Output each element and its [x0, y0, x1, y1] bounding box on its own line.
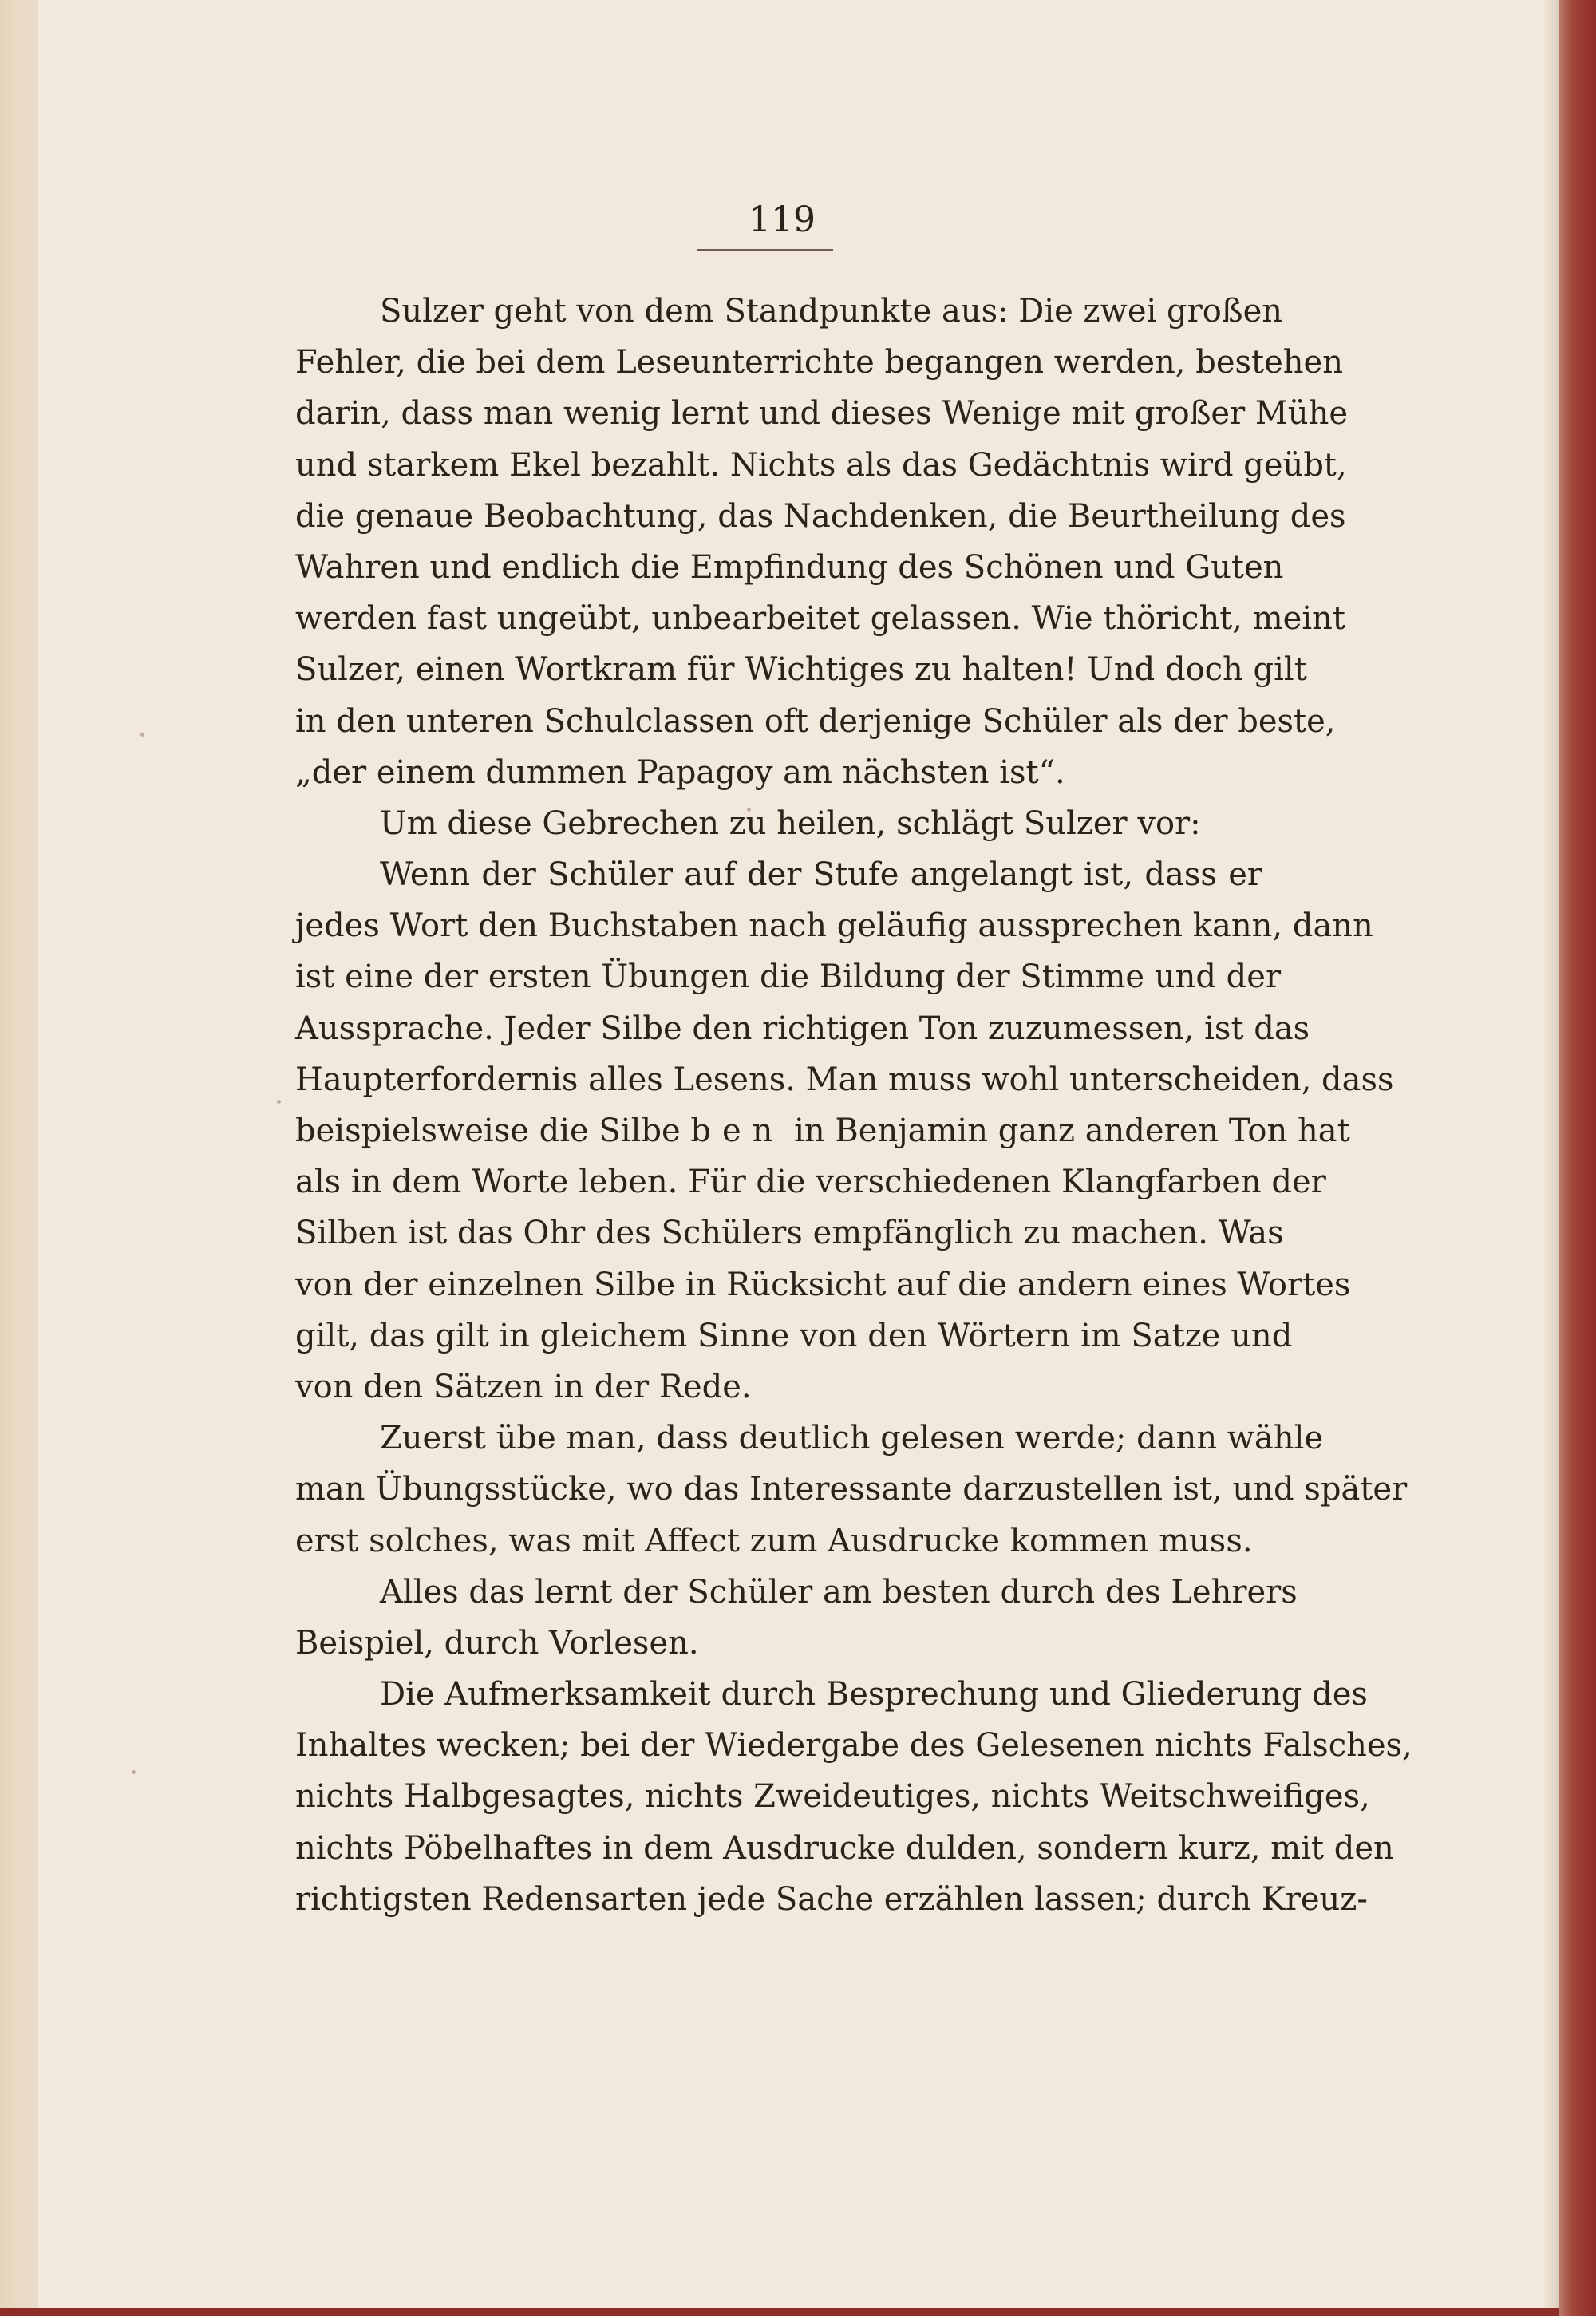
page-number: 119: [749, 200, 816, 240]
text-line: Die Aufmerksamkeit durch Besprechung und Gliederung des: [380, 1676, 1368, 1713]
gutter-shadow: [1542, 0, 1559, 2316]
text-line: von den Sätzen in der Rede.: [295, 1368, 752, 1405]
text-line: Haupterfordernis alles Lesens. Man muss wohl unterscheiden, dass: [295, 1061, 1394, 1098]
text-line: man Übungsstücke, wo das Interessante darzustellen ist, und später: [295, 1471, 1408, 1508]
body-text: [295, 286, 1412, 1925]
text-line: in den unteren Schulclassen oft derjenige Schüler als der beste,: [295, 702, 1336, 740]
left-page-edge: [0, 0, 38, 2316]
text-line: Zuerst übe man, dass deutlich gelesen werde; dann wähle: [380, 1420, 1324, 1457]
text-line: nichts Pöbelhaftes in dem Ausdrucke dulden, sondern kurz, mit den: [295, 1829, 1394, 1867]
text-line: Aussprache. Jeder Silbe den richtigen Ton zuzumessen, ist das: [295, 1010, 1310, 1047]
paper-speck: [747, 808, 751, 812]
paper-speck: [277, 1100, 281, 1104]
text-line: „der einem dummen Papagoy am nächsten ist“.: [295, 753, 1065, 791]
page-number-rule: [697, 249, 833, 251]
text-line: die genaue Beobachtung, das Nachdenken, die Beurtheilung des: [295, 497, 1346, 535]
text-line: Wenn der Schüler auf der Stufe angelangt ist, dass er: [380, 856, 1262, 894]
text-line: werden fast ungeübt, unbearbeitet gelassen. Wie thöricht, meint: [295, 600, 1345, 638]
text-line: jedes Wort den Buchstaben nach geläufig aussprechen kann, dann: [295, 907, 1373, 945]
bottom-binding-edge: [0, 2308, 1559, 2316]
text-segment: in Benjamin ganz anderen Ton hat: [794, 1113, 1350, 1149]
text-line: Alles das lernt der Schüler am besten durch des Lehrers: [380, 1573, 1298, 1611]
text-line: Sulzer, einen Wortkram für Wichtiges zu halten! Und doch gilt: [295, 651, 1307, 689]
text-line: Fehler, die bei dem Leseunterrichte begangen werden, bestehen: [295, 344, 1343, 381]
text-line: Beispiel, durch Vorlesen.: [295, 1624, 699, 1662]
paper-speck: [140, 733, 144, 737]
text-segment: beispielsweise die Silbe: [295, 1113, 681, 1149]
text-line: Sulzer geht von dem Standpunkte aus: Die zwei großen: [380, 293, 1282, 330]
text-line: und starkem Ekel bezahlt. Nichts als das Gedächtnis wird geübt,: [295, 446, 1347, 484]
text-line: erst solches, was mit Affect zum Ausdrucke kommen muss.: [295, 1522, 1253, 1559]
text-line: [295, 1105, 1350, 1156]
text-line: Inhaltes wecken; bei der Wiedergabe des Gelesenen nichts Falsches,: [295, 1727, 1412, 1765]
text-line: gilt, das gilt in gleichem Sinne von den Wörtern im Satze und: [295, 1317, 1293, 1354]
text-line: als in dem Worte leben. Für die verschiedenen Klangfarben der: [295, 1164, 1326, 1201]
paper-speck: [132, 1770, 136, 1774]
text-line: Wahren und endlich die Empfindung des Schönen und Guten: [295, 548, 1284, 586]
text-line: ist eine der ersten Übungen die Bildung der Stimme und der: [295, 958, 1282, 996]
book-binding-edge: [1559, 0, 1596, 2316]
emphasized-syllable: ben: [690, 1113, 784, 1149]
text-line: Um diese Gebrechen zu heilen, schlägt Sulzer vor:: [380, 804, 1201, 842]
text-line: nichts Halbgesagtes, nichts Zweideutiges, nichts Weitschweifiges,: [295, 1778, 1370, 1816]
text-line: darin, dass man wenig lernt und dieses Wenige mit großer Mühe: [295, 395, 1349, 433]
text-line: von der einzelnen Silbe in Rücksicht auf die andern eines Wortes: [295, 1266, 1351, 1303]
text-line: Silben ist das Ohr des Schülers empfänglich zu machen. Was: [295, 1215, 1284, 1252]
text-line: richtigsten Redensarten jede Sache erzählen lassen; durch Kreuz-: [295, 1880, 1368, 1918]
